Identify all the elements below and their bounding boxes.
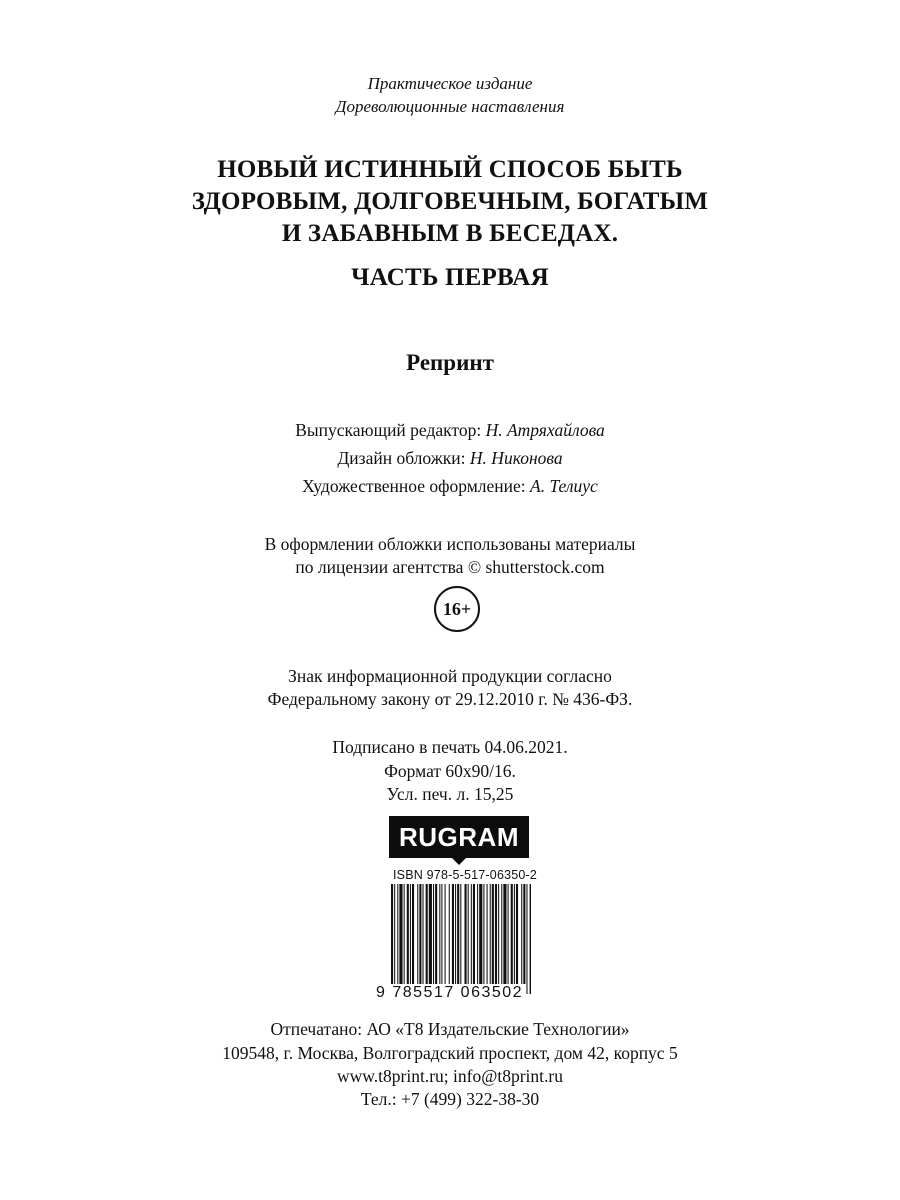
book-part: ЧАСТЬ ПЕРВАЯ xyxy=(351,264,549,291)
law-line-2: Федеральному закону от 29.12.2010 г. № 436-ФЗ. xyxy=(267,689,633,709)
printer-line-2: 109548, г. Москва, Волгоградский проспект, дом 42, корпус 5 xyxy=(222,1043,678,1063)
rugram-logo: RUGRAM xyxy=(389,816,529,858)
print-format: Формат 60x90/16. xyxy=(384,761,516,781)
credit-name: Н. Атряхайлова xyxy=(485,420,605,440)
isbn-label: ISBN 978-5-517-06350-2 xyxy=(393,868,538,882)
series-line-1: Практическое издание xyxy=(367,74,533,93)
credit-role: Дизайн обложки: xyxy=(337,448,470,468)
credit-name: А. Телиус xyxy=(530,476,598,496)
book-title-line-3: И ЗАБАВНЫМ В БЕСЕДАХ. xyxy=(281,220,619,247)
credit-art xyxy=(0,474,900,498)
book-title-line-2: ЗДОРОВЫМ, ДОЛГОВЕЧНЫМ, БОГАТЫМ xyxy=(191,188,709,215)
printer-line-4: Тел.: +7 (499) 322-38-30 xyxy=(360,1089,540,1109)
reprint-label: Репринт xyxy=(406,350,494,375)
credit-editor xyxy=(0,418,900,442)
license-line-1: В оформлении обложки использованы материалы xyxy=(264,534,636,554)
law-line-1: Знак информационной продукции согласно xyxy=(288,666,612,686)
credit-name: Н. Никонова xyxy=(469,448,563,468)
credit-cover-design xyxy=(0,446,900,470)
age-rating-badge: 16+ xyxy=(434,586,480,632)
barcode-digits: 9 785517 063502 xyxy=(376,984,524,1001)
print-sheets: Усл. печ. л. 15,25 xyxy=(386,784,514,804)
print-signed: Подписано в печать 04.06.2021. xyxy=(332,737,568,757)
series-line-2: Дореволюционные наставления xyxy=(335,97,565,116)
isbn-barcode xyxy=(391,884,531,994)
printer-line-1: Отпечатано: АО «Т8 Издательские Технологии» xyxy=(270,1019,630,1039)
printer-line-3: www.t8print.ru; info@t8print.ru xyxy=(337,1066,563,1086)
credit-role: Выпускающий редактор: xyxy=(295,420,486,440)
credit-role: Художественное оформление: xyxy=(302,476,531,496)
book-title-line-1: НОВЫЙ ИСТИННЫЙ СПОСОБ БЫТЬ xyxy=(217,156,683,183)
license-line-2: по лицензии агентства © shutterstock.com xyxy=(295,557,605,577)
